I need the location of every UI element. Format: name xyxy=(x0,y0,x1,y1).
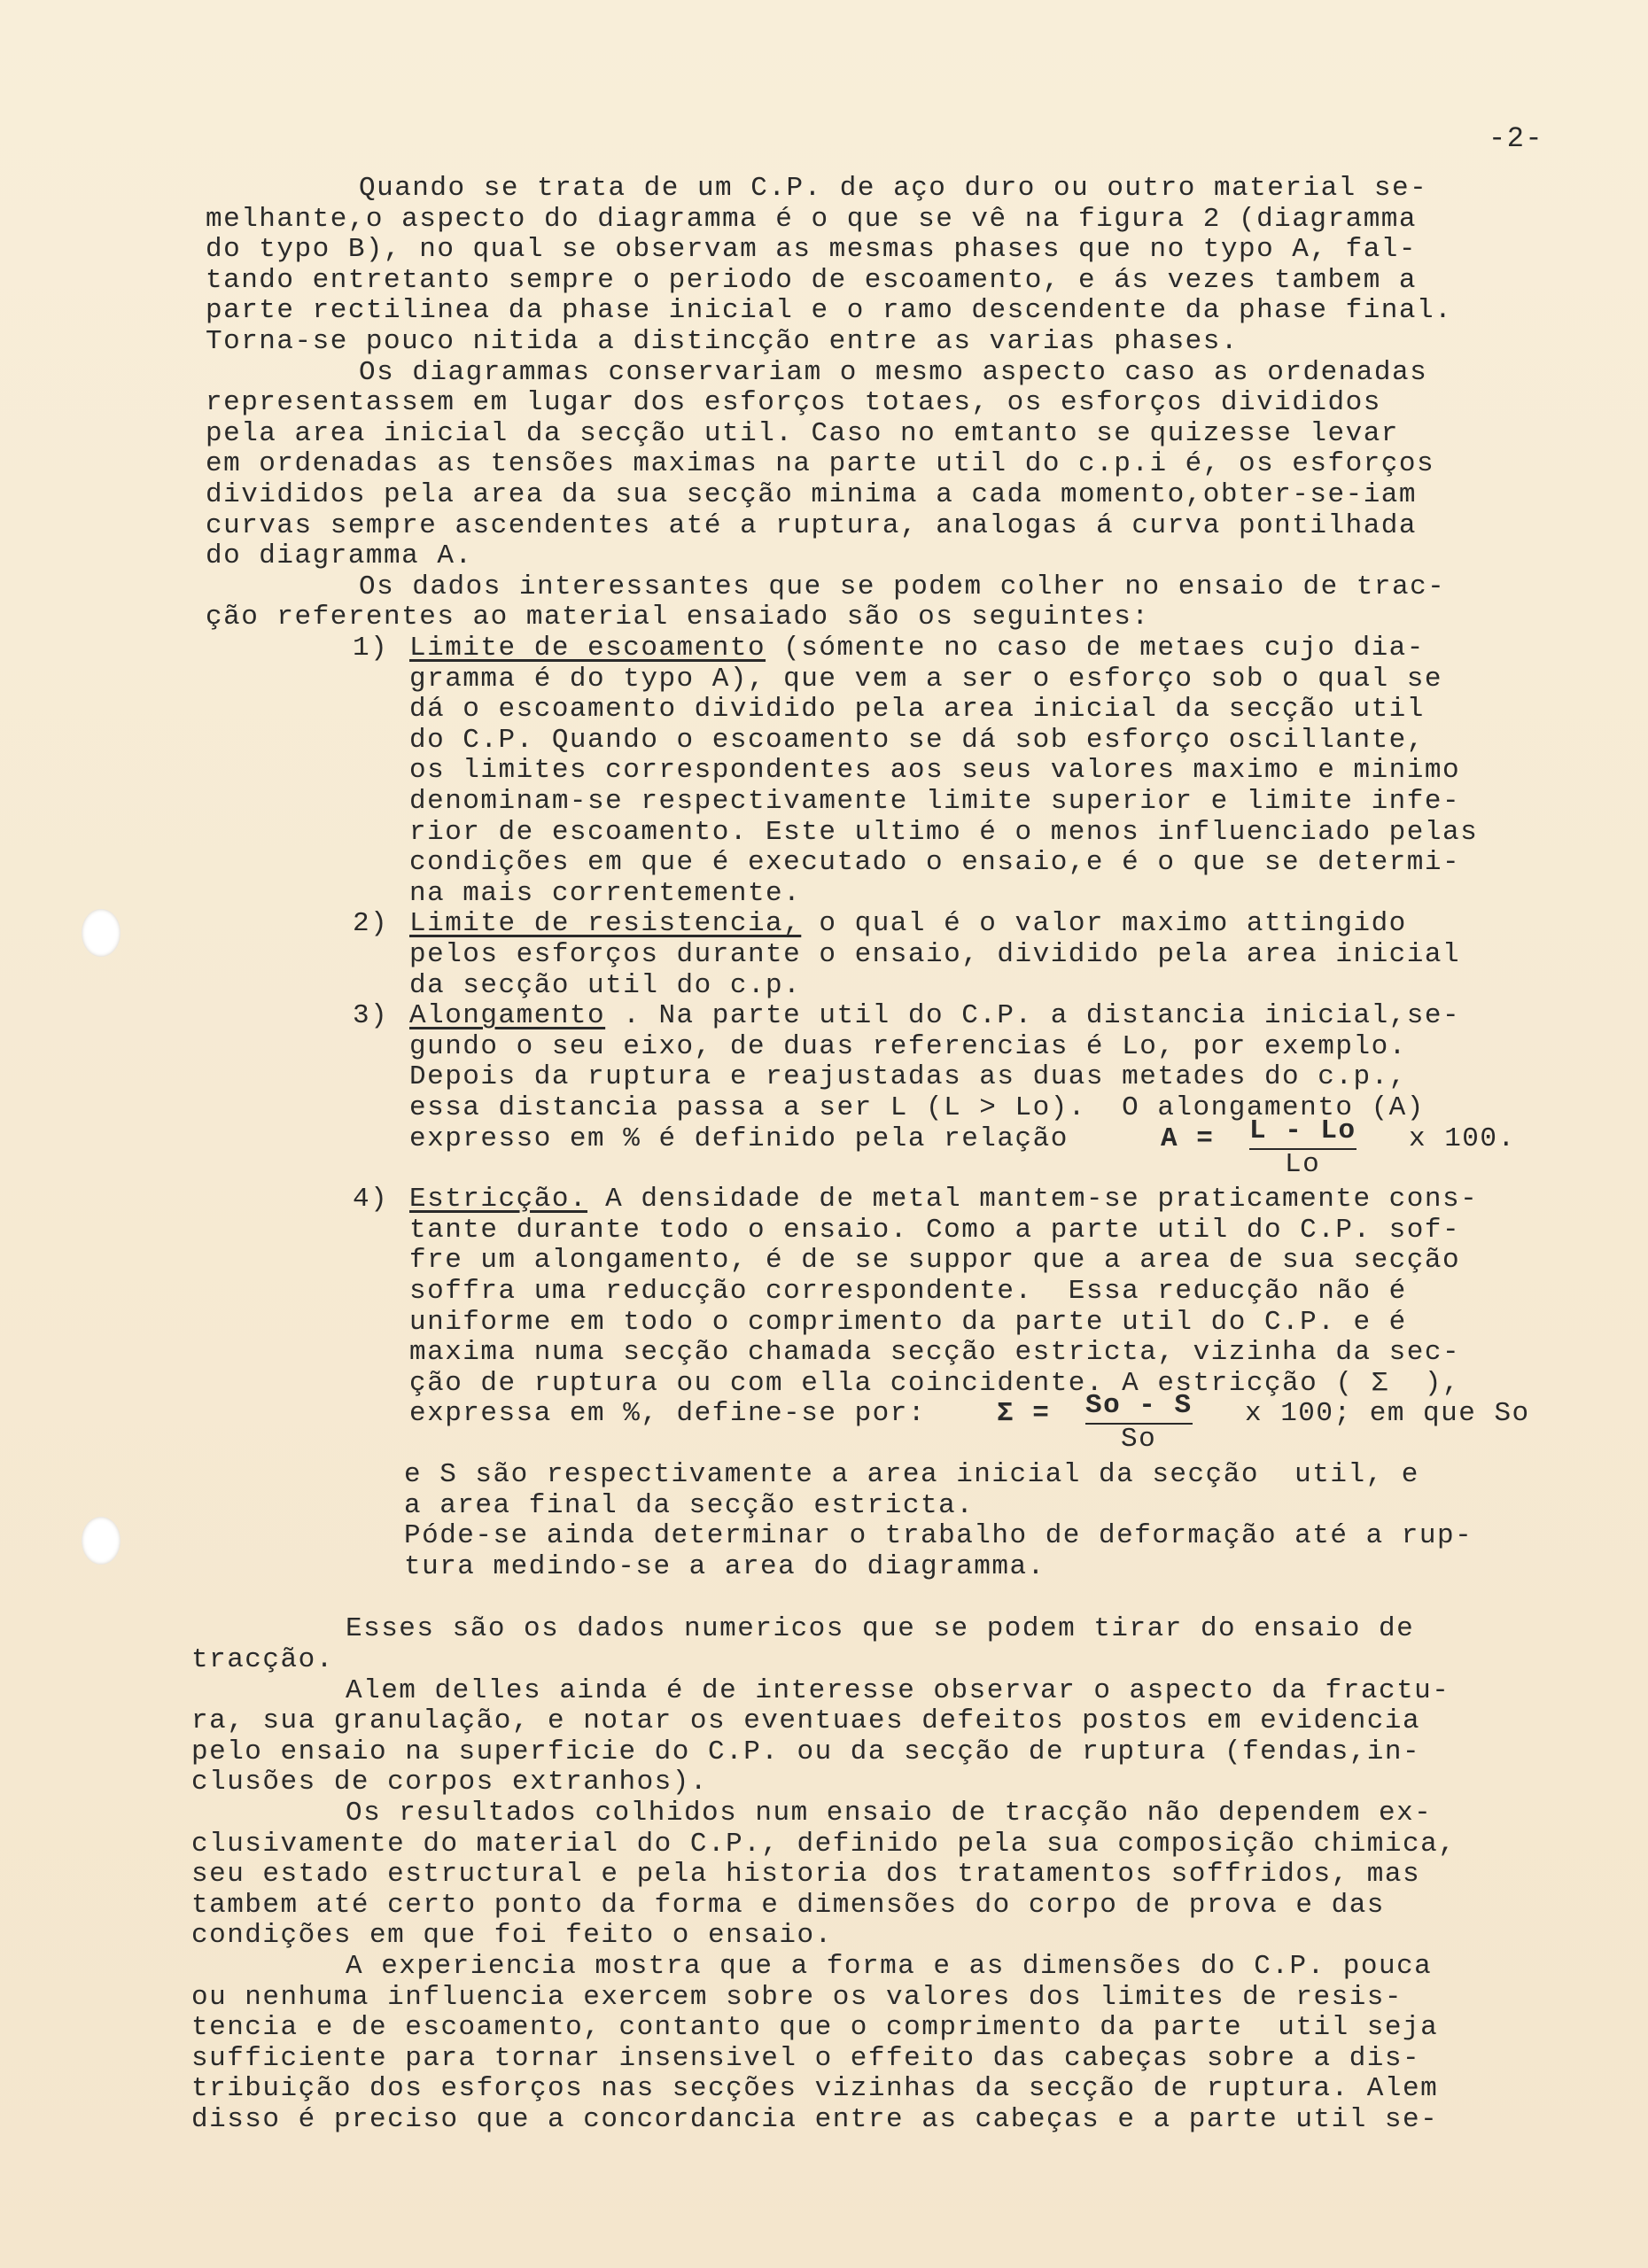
paragraph-line: Os dados interessantes que se podem colher no ensaio de trac- xyxy=(359,571,1446,602)
formula-denominator: So xyxy=(1121,1424,1157,1456)
list-item-line: soffra uma reducção correspondente. Essa reducção não é xyxy=(409,1276,1407,1307)
paragraph-line: parte rectilinea da phase inicial e o ramo descendente da phase final. xyxy=(206,295,1453,327)
list-item-title: Estricção. xyxy=(409,1184,588,1216)
paragraph-line: Torna-se pouco nitida a distincção entre as varias phases. xyxy=(206,326,1239,357)
paragraph-line: ou nenhuma influencia exercem sobre os valores dos limites de resis- xyxy=(191,1981,1403,2013)
list-item-first-rest: o qual é o valor maximo attingido xyxy=(801,908,1407,940)
list-item-line: expressa em %, define-se por: xyxy=(409,1398,926,1430)
list-item-line: maxima numa secção chamada secção estricta, vizinha da sec- xyxy=(409,1337,1461,1369)
list-item-line: e S são respectivamente a area inicial da secção util, e xyxy=(404,1459,1419,1490)
formula-numerator: So - S xyxy=(1085,1390,1193,1425)
formula-denominator: Lo xyxy=(1285,1148,1321,1180)
paragraph-line: tribuição dos esforços nas secções vizinhas da secção de ruptura. Alem xyxy=(191,2073,1439,2105)
list-item-line: denominam-se respectivamente limite superior e limite infe- xyxy=(409,786,1461,817)
list-item-line: fre um alongamento, é de se suppor que a area de sua secção xyxy=(409,1245,1461,1277)
list-item-line: gramma é do typo A), que vem a ser o esforço sob o qual se xyxy=(409,663,1442,695)
list-item-first-line xyxy=(409,1001,1460,1031)
formula xyxy=(1161,1124,1214,1154)
paragraph-line: tencia e de escoamento, contanto que o comprimento da parte util seja xyxy=(191,2012,1439,2044)
paragraph-line: tambem até certo ponto da forma e dimensões do corpo de prova e das xyxy=(191,1889,1385,1921)
formula xyxy=(997,1399,1050,1429)
paragraph-line: Alem delles ainda é de interesse observar o aspecto da fractu- xyxy=(346,1674,1450,1706)
list-item-line: a area final da secção estricta. xyxy=(404,1489,975,1521)
list-item-first-rest: (sómente no caso de metaes cujo dia- xyxy=(766,633,1425,664)
list-item-first-line xyxy=(409,1184,1478,1215)
list-item-line: tura medindo-se a area do diagramma. xyxy=(404,1550,1046,1582)
list-item-line: os limites correspondentes aos seus valores maximo e minimo xyxy=(409,755,1461,787)
paragraph-line: tando entretanto sempre o periodo de escoamento, e ás vezes tambem a xyxy=(206,264,1418,296)
paragraph-line: melhante,o aspecto do diagramma é o que se vê na figura 2 (diagramma xyxy=(206,203,1418,235)
list-item-number: 3) xyxy=(353,1000,389,1032)
paragraph-line: clusões de corpos extranhos). xyxy=(191,1767,708,1798)
paragraph-line: Os diagrammas conservariam o mesmo aspecto caso as ordenadas xyxy=(359,356,1428,388)
list-item-line: condições em que é executado o ensaio,e é o que se determi- xyxy=(409,847,1461,879)
list-item-line: Póde-se ainda determinar o trabalho de deformação até a rup- xyxy=(404,1520,1473,1552)
list-item-first-rest: . Na parte util do C.P. a distancia inicial,se- xyxy=(605,1000,1461,1032)
list-item-number: 4) xyxy=(353,1184,389,1216)
paragraph-line: curvas sempre ascendentes até a ruptura, analogas á curva pontilhada xyxy=(206,509,1418,541)
list-item-line: do C.P. Quando o escoamento se dá sob esforço oscillante, xyxy=(409,724,1425,756)
paragraph-line: A experiencia mostra que a forma e as dimensões do C.P. pouca xyxy=(346,1951,1433,1982)
formula-rhs: x 100; em que So xyxy=(1245,1398,1530,1430)
paragraph-line: disso é preciso que a concordancia entre as cabeças e a parte util se- xyxy=(191,2104,1439,2135)
formula-rhs: x 100. xyxy=(1409,1122,1516,1154)
list-item-line: expresso em % é definido pela relação xyxy=(409,1122,1069,1154)
paragraph-line: pelo ensaio na superficie do C.P. ou da secção de ruptura (fendas,in- xyxy=(191,1736,1421,1767)
paragraph-line: sufficiente para tornar insensivel o effeito das cabeças sobre a dis- xyxy=(191,2042,1421,2074)
formula-numerator: L - Lo xyxy=(1249,1115,1356,1150)
list-item-title: Limite de escoamento xyxy=(409,633,766,664)
list-item-line: dá o escoamento dividido pela area inicial da secção util xyxy=(409,694,1425,726)
paragraph-line: Quando se trata de um C.P. de aço duro ou outro material se- xyxy=(359,173,1428,204)
list-item-line: tante durante todo o ensaio. Como a parte util do C.P. sof- xyxy=(409,1214,1461,1246)
list-item-first-line xyxy=(409,909,1407,939)
list-item-line: Depois da ruptura e reajustadas as duas metades do c.p., xyxy=(409,1061,1407,1093)
list-item-title: Alongamento xyxy=(409,1000,606,1032)
paragraph-line: ra, sua granulação, e notar os eventuaes defeitos postos em evidencia xyxy=(191,1705,1421,1737)
list-item-first-line xyxy=(409,633,1425,664)
list-item-line: uniforme em todo o comprimento da parte util do C.P. e é xyxy=(409,1306,1407,1338)
list-item-line: gundo o seu eixo, de duas referencias é Lo, por exemplo. xyxy=(409,1030,1407,1062)
paragraph-line: do typo B), no qual se observam as mesmas phases que no typo A, fal- xyxy=(206,234,1418,266)
paragraph-line: seu estado estructural e pela historia dos tratamentos soffridos, mas xyxy=(191,1859,1421,1891)
list-item-line: rior de escoamento. Este ultimo é o menos influenciado pelas xyxy=(409,816,1479,848)
paragraph-line: em ordenadas as tensões maximas na parte util do c.p.i é, os esforços xyxy=(206,448,1435,480)
list-item-title: Limite de resistencia, xyxy=(409,908,802,940)
paragraph-line: representassem em lugar dos esforços totaes, os esforços divididos xyxy=(206,387,1381,419)
list-item-line: da secção util do c.p. xyxy=(409,969,802,1001)
list-item-number: 2) xyxy=(353,908,389,940)
paragraph-line: divididos pela area da sua secção minima a cada momento,obter-se-iam xyxy=(206,479,1418,510)
list-item-line: essa distancia passa a ser L (L > Lo). O alongamento (A) xyxy=(409,1092,1425,1123)
paragraph-line: ção referentes ao material ensaiado são os seguintes: xyxy=(206,602,1150,633)
paragraph-line: Os resultados colhidos num ensaio de tracção não dependem ex- xyxy=(346,1798,1433,1829)
list-item-number: 1) xyxy=(353,633,389,664)
page-number: -2- xyxy=(1489,122,1544,155)
formula-lhs: Σ = xyxy=(997,1398,1051,1430)
paragraph-line: clusivamente do material do C.P., definido pela sua composição chimica, xyxy=(191,1828,1457,1860)
list-item-first-rest: A densidade de metal mantem-se praticamente cons- xyxy=(587,1184,1479,1216)
paragraph-line: do diagramma A. xyxy=(206,540,473,572)
paragraph-line: pela area inicial da secção util. Caso no emtanto se quizesse levar xyxy=(206,417,1399,449)
list-item-line: ção de ruptura ou com ella coincidente. A estricção ( Σ ), xyxy=(409,1367,1461,1399)
paragraph-line: condições em que foi feito o ensaio. xyxy=(191,1920,833,1952)
formula-lhs: A = xyxy=(1161,1122,1215,1154)
list-item-line: na mais correntemente. xyxy=(409,877,802,909)
list-item-line: pelos esforços durante o ensaio, dividido pela area inicial xyxy=(409,939,1461,970)
paragraph-line: Esses são os dados numericos que se podem tirar do ensaio de xyxy=(346,1613,1415,1645)
paragraph-line: tracção. xyxy=(191,1644,334,1675)
